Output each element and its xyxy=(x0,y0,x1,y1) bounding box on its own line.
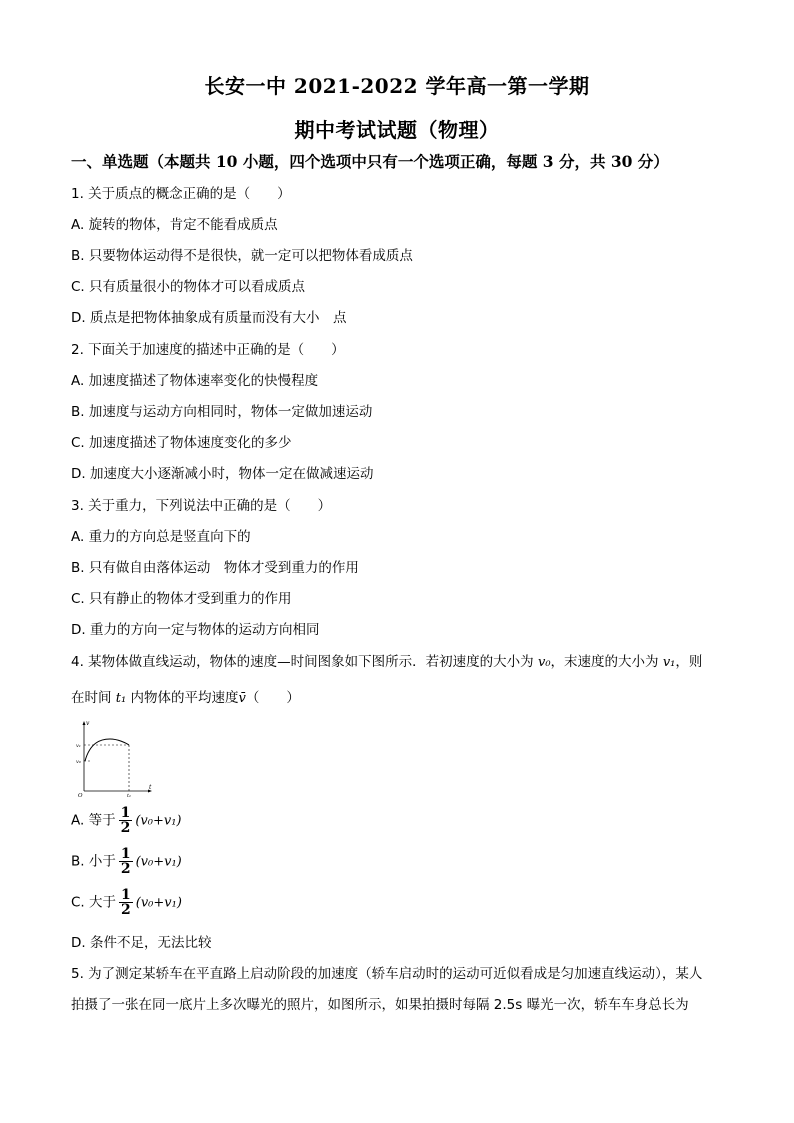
q4-expression: (v₀+v₁) xyxy=(135,813,182,829)
axis-label-v: v xyxy=(86,720,90,727)
tick-label-t1: t₁ xyxy=(127,793,132,797)
q4-stem-text: 在时间 xyxy=(71,690,116,706)
fraction xyxy=(119,847,133,876)
q2-option-a: A. 加速度描述了物体速率变化的快慢程度 xyxy=(71,373,319,389)
q5-stem-line1: 5. 为了测定某轿车在平直路上启动阶段的加速度（轿车启动时的运动可近似看成是匀加速直线运动），某人 xyxy=(71,966,703,982)
q4-option-c-label: C. 大于 xyxy=(71,894,117,911)
q2-option-d: D. 加速度大小逐渐减小时，物体一定在做减速运动 xyxy=(71,466,374,482)
fraction-denominator: 2 xyxy=(121,902,131,918)
q2-option-b: B. 加速度与运动方向相同时，物体一定做加速运动 xyxy=(71,404,373,420)
fraction xyxy=(119,806,133,835)
tick-label-v0: v₀ xyxy=(76,759,81,765)
q3-stem: 3. 关于重力，下列说法中正确的是（ ） xyxy=(71,498,332,514)
fraction-denominator: 2 xyxy=(120,820,131,836)
q3-option-a: A. 重力的方向总是竖直向下的 xyxy=(71,529,251,545)
q1-option-b: B. 只要物体运动得不是很快，就一定可以把物体看成质点 xyxy=(71,248,413,264)
velocity-time-graph xyxy=(76,719,158,797)
origin-label: O xyxy=(78,793,83,797)
q4-option-d: D. 条件不足，无法比较 xyxy=(71,935,212,951)
q4-stem-line2 xyxy=(71,686,300,706)
q4-stem-text: 内物体的平均速度 xyxy=(126,690,239,706)
q3-option-c: C. 只有静止的物体才受到重力的作用 xyxy=(71,591,292,607)
q4-option-a-label: A. 等于 xyxy=(71,812,116,829)
q1-option-c: C. 只有质量很小的物体才可以看成质点 xyxy=(71,279,306,295)
exam-subtitle: 期中考试试题（物理） xyxy=(294,118,500,142)
tick-label-v1: v₁ xyxy=(76,743,81,749)
q3-option-d: D. 重力的方向一定与物体的运动方向相同 xyxy=(71,622,320,638)
q4-option-a xyxy=(71,806,182,835)
q4-v1: v₁ xyxy=(662,655,676,670)
q4-option-c xyxy=(71,888,182,917)
q4-option-b-label: B. 小于 xyxy=(71,853,116,870)
q5-stem-line2: 拍摄了一张在同一底片上多次曝光的照片，如图所示，如果拍摄时每隔 2.5s 曝光一次，轿车车身总长为 xyxy=(71,997,689,1013)
q4-expression: (v₀+v₁) xyxy=(135,895,182,911)
q2-stem: 2. 下面关于加速度的描述中正确的是（ ） xyxy=(71,342,345,358)
fraction-numerator: 1 xyxy=(121,887,131,903)
q4-expression: (v₀+v₁) xyxy=(135,854,182,870)
q1-stem: 1. 关于质点的概念正确的是（ ） xyxy=(71,186,291,202)
exam-title: 长安一中 2021-2022 学年高一第一学期 xyxy=(204,74,590,98)
q1-option-d: D. 质点是把物体抽象成有质量而没有大小 点 xyxy=(71,310,347,326)
q4-v0: v₀ xyxy=(537,655,551,670)
fraction xyxy=(119,888,133,917)
q3-option-b: B. 只有做自由落体运动 物体才受到重力的作用 xyxy=(71,560,359,576)
q4-stem-text: 4. 某物体做直线运动，物体的速度—时间图象如下图所示．若初速度的大小为 xyxy=(71,654,538,670)
q1-option-a: A. 旋转的物体，肯定不能看成质点 xyxy=(71,217,278,233)
q4-stem-line1 xyxy=(71,650,702,670)
q2-option-c: C. 加速度描述了物体速度变化的多少 xyxy=(71,435,292,451)
fraction-numerator: 1 xyxy=(120,805,131,821)
q4-stem-text: ，则 xyxy=(675,654,703,670)
q4-vbar: v̄ xyxy=(238,691,246,706)
velocity-curve xyxy=(85,739,129,761)
q4-stem-text: （ ） xyxy=(245,690,300,706)
q4-stem-text: ，末速度的大小为 xyxy=(550,654,663,670)
fraction-numerator: 1 xyxy=(120,846,131,862)
q4-t1: t₁ xyxy=(115,691,127,706)
fraction-denominator: 2 xyxy=(120,861,131,877)
axis-label-t: t xyxy=(149,784,152,791)
section-heading: 一、单选题（本题共 10 小题，四个选项中只有一个选项正确，每题 3 分，共 30 分） xyxy=(71,152,669,171)
q4-option-b xyxy=(71,847,182,876)
